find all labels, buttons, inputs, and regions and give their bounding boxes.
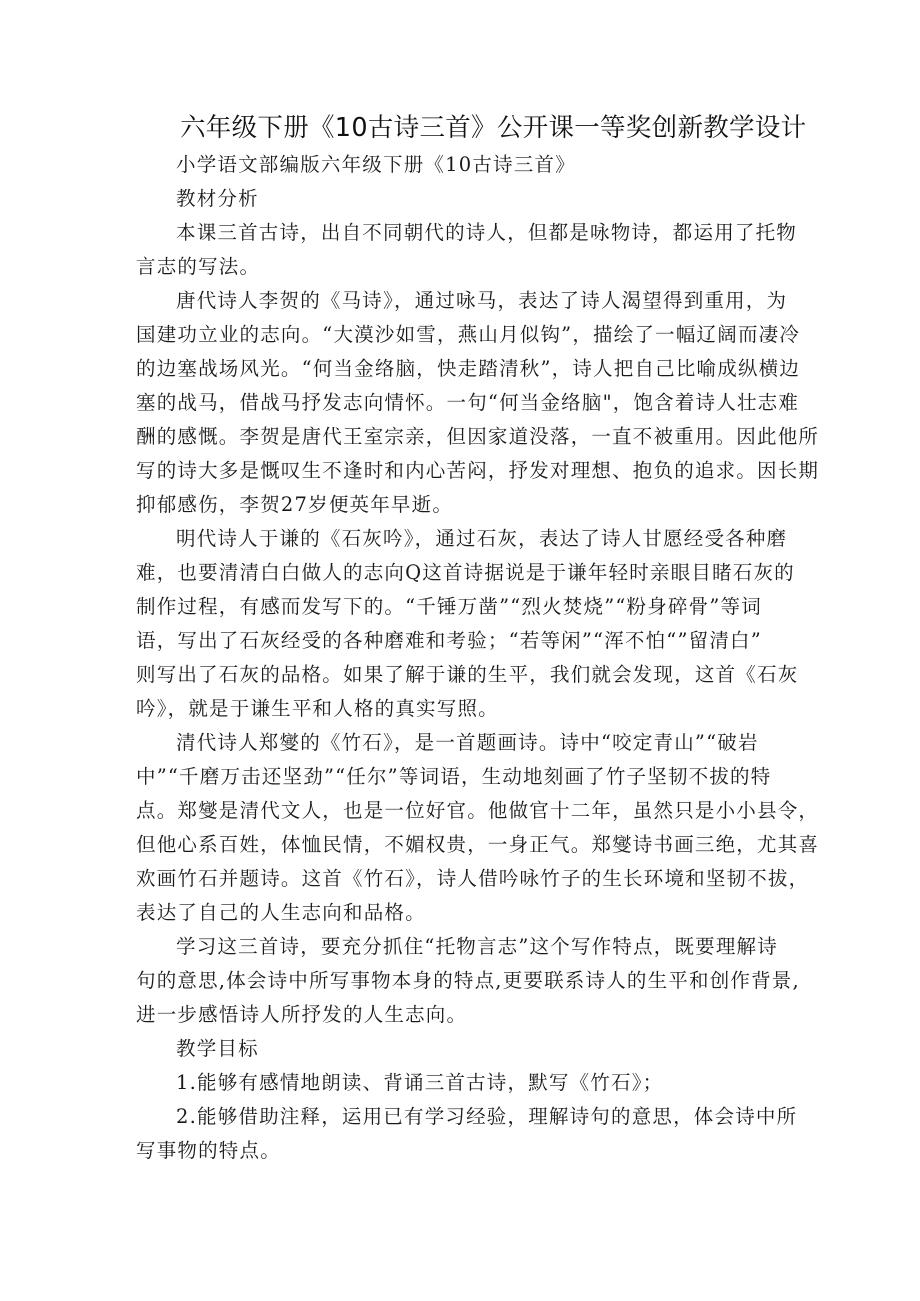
paragraph-line: 表达了自己的人生志向和品格。 bbox=[136, 901, 426, 924]
goal-line: 1.能够有感情地朗读、背诵三首古诗，默写《竹石》； bbox=[176, 1071, 664, 1094]
paragraph-line: 语，写出了石灰经受的各种磨难和考验；“若等闲”“浑不怕“”留清白” bbox=[136, 629, 762, 652]
paragraph-line: 的边塞战场风光。“何当金络脑，快走踏清秋”，诗人把自己比喻成纵横边 bbox=[136, 357, 801, 380]
paragraph-line: 唐代诗人李贺的《马诗》，通过咏马，表达了诗人渴望得到重用，为 bbox=[176, 289, 788, 312]
paragraph-line: 但他心系百姓，体恤民情，不媚权贵，一身正气。郑燮诗书画三绝，尤其喜 bbox=[136, 833, 820, 856]
document-subtitle: 小学语文部编版六年级下册《10古诗三首》 bbox=[176, 153, 576, 176]
paragraph-line: 学习这三首诗，要充分抓住“托物言志”这个写作特点，既要理解诗 bbox=[176, 935, 778, 958]
paragraph-line: 点。郑燮是清代文人，也是一位好官。他做官十二年，虽然只是小小县令， bbox=[136, 799, 820, 822]
paragraph-line: 国建功立业的志向。“大漠沙如雪，燕山月似钩”，描绘了一幅辽阔而凄冷 bbox=[136, 323, 801, 346]
document-title: 六年级下册《10古诗三首》公开课一等奖创新教学设计 bbox=[180, 113, 807, 143]
paragraph-line: 言志的写法。 bbox=[136, 255, 261, 278]
paragraph-line: 制作过程，有感而发写下的。“千锤万凿”“烈火焚烧”“粉身碎骨”等词 bbox=[136, 595, 762, 618]
section-heading-goals: 教学目标 bbox=[176, 1037, 259, 1060]
paragraph-line: 明代诗人于谦的《石灰吟》，通过石灰，表达了诗人甘愿经受各种磨 bbox=[176, 527, 788, 550]
paragraph-line: 吟》，就是于谦生平和人格的真实写照。 bbox=[136, 697, 499, 720]
goal-line: 写事物的特点。 bbox=[136, 1139, 281, 1162]
paragraph-line: 清代诗人郑燮的《竹石》，是一首题画诗。诗中“咬定青山”“破岩 bbox=[176, 731, 759, 754]
paragraph-line: 塞的战马，借战马抒发志向情怀。一句“何当金络脑"，饱含着诗人壮志难 bbox=[136, 391, 800, 414]
paragraph-line: 写的诗大多是慨叹生不逢时和内心苦闷，抒发对理想、抱负的追求。因长期 bbox=[136, 459, 820, 482]
paragraph-line: 中”“千磨万击还坚劲”“任尔”等词语，生动地刻画了竹子坚韧不拔的特 bbox=[136, 765, 772, 788]
paragraph-line: 难，也要清清白白做人的志向Q这首诗据说是于谦年轻时亲眼目睹石灰的 bbox=[136, 561, 795, 584]
paragraph-line: 本课三首古诗，出自不同朝代的诗人，但都是咏物诗，都运用了托物 bbox=[176, 221, 798, 244]
paragraph-line: 抑郁感伤，李贺27岁便英年早逝。 bbox=[136, 493, 454, 516]
paragraph-line: 酬的感慨。李贺是唐代王室宗亲，但因家道没落，一直不被重用。因此他所 bbox=[136, 425, 820, 448]
paragraph-line: 句的意思,体会诗中所写事物本身的特点,更要联系诗人的生平和创作背景, bbox=[136, 969, 800, 992]
section-heading-material: 教材分析 bbox=[176, 187, 259, 210]
goal-line: 2.能够借助注释，运用已有学习经验，理解诗句的意思，体会诗中所 bbox=[176, 1105, 798, 1128]
paragraph-line: 则写出了石灰的品格。如果了解于谦的生平，我们就会发现，这首《石灰 bbox=[136, 663, 799, 686]
paragraph-line: 欢画竹石并题诗。这首《竹石》，诗人借吟咏竹子的生长环境和坚韧不拔， bbox=[136, 867, 810, 890]
paragraph-line: 进一步感悟诗人所抒发的人生志向。 bbox=[136, 1003, 468, 1026]
